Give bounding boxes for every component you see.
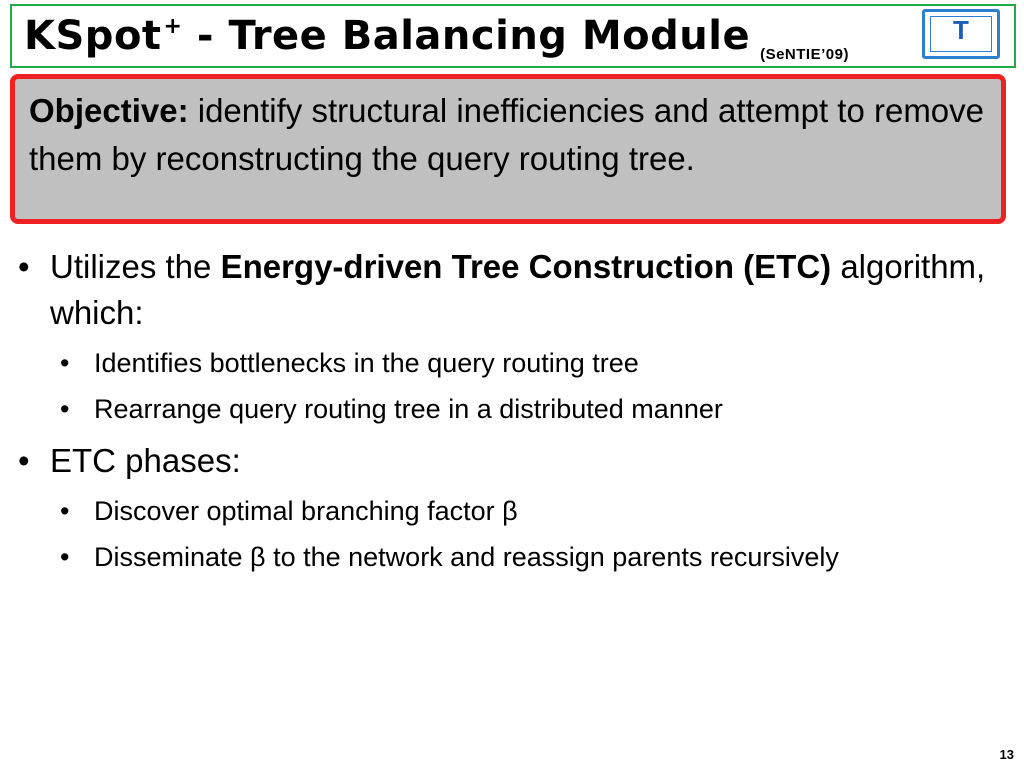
title-superscript: + (163, 14, 183, 39)
title-rest: - Tree Balancing Module (182, 13, 751, 59)
bullet-suffix: algorithm, which: (50, 248, 986, 331)
objective-label: Objective: (29, 92, 189, 129)
subbullet-discover-branching: • Discover optimal branching factor β (18, 492, 1008, 530)
title-venue: (SeNTIE’09) (760, 46, 849, 63)
slide-title (24, 13, 849, 63)
title-main: KSpot (24, 13, 162, 59)
t-badge-button[interactable] (922, 9, 1000, 59)
t-badge-label: T (930, 16, 992, 52)
bullet-etc-algorithm (18, 244, 1008, 336)
objective-text: identify structural inefficiencies and attempt to remove them by reconstructing the query routing tree. (29, 92, 985, 177)
slide-number: 13 (999, 747, 1014, 762)
subbullet-rearrange-tree: • Rearrange query routing tree in a distributed manner (18, 390, 1008, 428)
bullet-bold: Energy-driven Tree Construction (ETC) (220, 248, 832, 285)
subbullet-disseminate-beta: • Disseminate β to the network and reassign parents recursively (18, 538, 1008, 576)
bullet-etc-phases (18, 438, 1008, 484)
bullet-prefix: ETC phases: (50, 442, 241, 479)
slide-title-bar (10, 4, 1016, 68)
objective-box (10, 74, 1006, 224)
subbullet-identify-bottlenecks: • Identifies bottlenecks in the query routing tree (18, 344, 1008, 382)
bullet-list (18, 244, 1008, 576)
bullet-prefix: Utilizes the (50, 248, 221, 285)
